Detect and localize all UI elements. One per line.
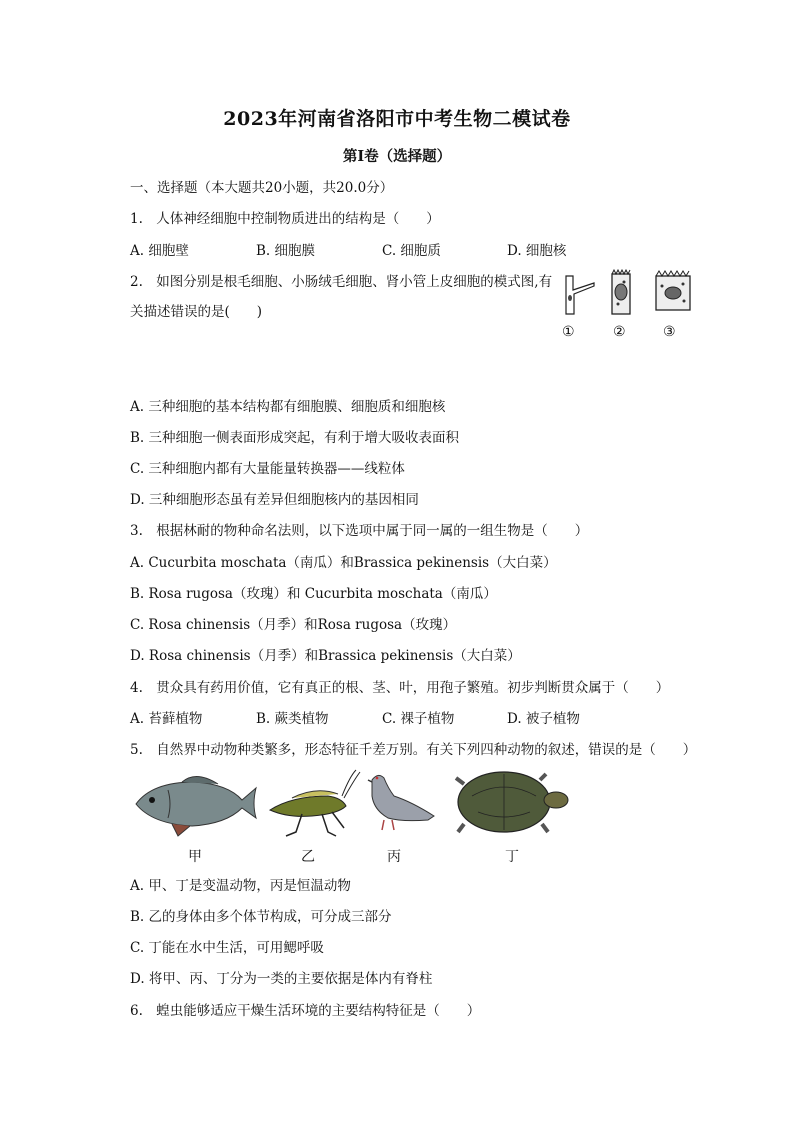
question-text: 蝗虫能够适应干燥生活环境的主要结构特征是（ ） (156, 1003, 481, 1019)
animal-label-ding: 丁 (505, 849, 519, 865)
q1-option-d: D. 细胞核 (507, 243, 567, 259)
q3-option-a: A. Cucurbita moschata（南瓜）和Brassica pekinensis（大白菜） (130, 555, 557, 571)
q2-option-c: C. 三种细胞内都有大量能量转换器——线粒体 (130, 461, 405, 477)
q3-option-b: B. Rosa rugosa（玫瑰）和 Cucurbita moschata（南瓜） (130, 586, 497, 602)
q5-option-a: A. 甲、丁是变温动物，丙是恒温动物 (130, 878, 351, 894)
question-number: 1. (130, 211, 143, 227)
q2-option-a: A. 三种细胞的基本结构都有细胞膜、细胞质和细胞核 (130, 399, 446, 415)
q5-option-b: B. 乙的身体由多个体节构成，可分成三部分 (130, 909, 392, 925)
kidney-cell-drawing (656, 271, 690, 310)
figure-label-1: ① (562, 324, 575, 340)
q1-option-a: A. 细胞壁 (130, 243, 189, 259)
question-number: 3. (130, 523, 143, 539)
q1-option-b: B. 细胞膜 (256, 243, 316, 259)
question-3-stem (130, 519, 588, 539)
pigeon-drawing (368, 775, 434, 830)
question-5-stem (130, 738, 696, 758)
q4-option-d: D. 被子植物 (507, 711, 580, 727)
q5-option-c: C. 丁能在水中生活，可用鳃呼吸 (130, 940, 324, 956)
question-text: 人体神经细胞中控制物质进出的结构是（ ） (156, 211, 440, 227)
question-2-stem (130, 270, 552, 290)
turtle-drawing (456, 772, 568, 832)
animal-figures (132, 766, 572, 842)
intestine-cell-drawing (612, 270, 630, 314)
question-text: 自然界中动物种类繁多，形态特征千差万别。有关下列四种动物的叙述，错误的是（ ） (156, 742, 697, 758)
figure-label-3: ③ (663, 324, 676, 340)
part-heading: 一、选择题（本大题共20小题，共20.0分） (130, 180, 394, 196)
q4-option-b: B. 蕨类植物 (256, 711, 329, 727)
fish-drawing (136, 776, 256, 836)
question-text: 如图分别是根毛细胞、小肠绒毛细胞、肾小管上皮细胞的模式图,有 (156, 274, 553, 290)
question-6-stem (130, 999, 480, 1019)
question-text: 贯众具有药用价值，它有真正的根、茎、叶，用孢子繁殖。初步判断贯众属于（ ） (156, 680, 670, 696)
question-4-stem (130, 676, 669, 696)
cell-diagram-figure (560, 268, 700, 320)
exam-title: 2023年河南省洛阳市中考生物二模试卷 (223, 108, 571, 130)
q3-option-c: C. Rosa chinensis（月季）和Rosa rugosa（玫瑰） (130, 617, 457, 633)
q1-option-c: C. 细胞质 (382, 243, 441, 259)
q4-option-c: C. 裸子植物 (382, 711, 455, 727)
grasshopper-drawing (270, 770, 360, 836)
root-hair-cell-drawing (566, 276, 594, 314)
question-1-stem (130, 207, 440, 227)
question-number: 6. (130, 1003, 143, 1019)
q2-option-d: D. 三种细胞形态虽有差异但细胞核内的基因相同 (130, 492, 419, 508)
q3-option-d: D. Rosa chinensis（月季）和Brassica pekinensis（大白菜） (130, 648, 521, 664)
animal-label-bing: 丙 (387, 849, 401, 865)
q4-option-a: A. 苔藓植物 (130, 711, 203, 727)
question-number: 5. (130, 742, 143, 758)
question-number: 4. (130, 680, 143, 696)
question-number: 2. (130, 274, 143, 290)
question-text: 根据林耐的物种命名法则，以下选项中属于同一属的一组生物是（ ） (156, 523, 589, 539)
q5-option-d: D. 将甲、丙、丁分为一类的主要依据是体内有脊柱 (130, 971, 433, 987)
q2-option-b: B. 三种细胞一侧表面形成突起，有利于增大吸收表面积 (130, 430, 460, 446)
figure-label-2: ② (613, 324, 626, 340)
volume-title: 第I卷（选择题） (342, 148, 452, 165)
animal-label-yi: 乙 (301, 849, 315, 865)
question-2-stem-continued: 关描述错误的是( ) (130, 304, 263, 320)
animal-label-jia: 甲 (188, 849, 202, 865)
